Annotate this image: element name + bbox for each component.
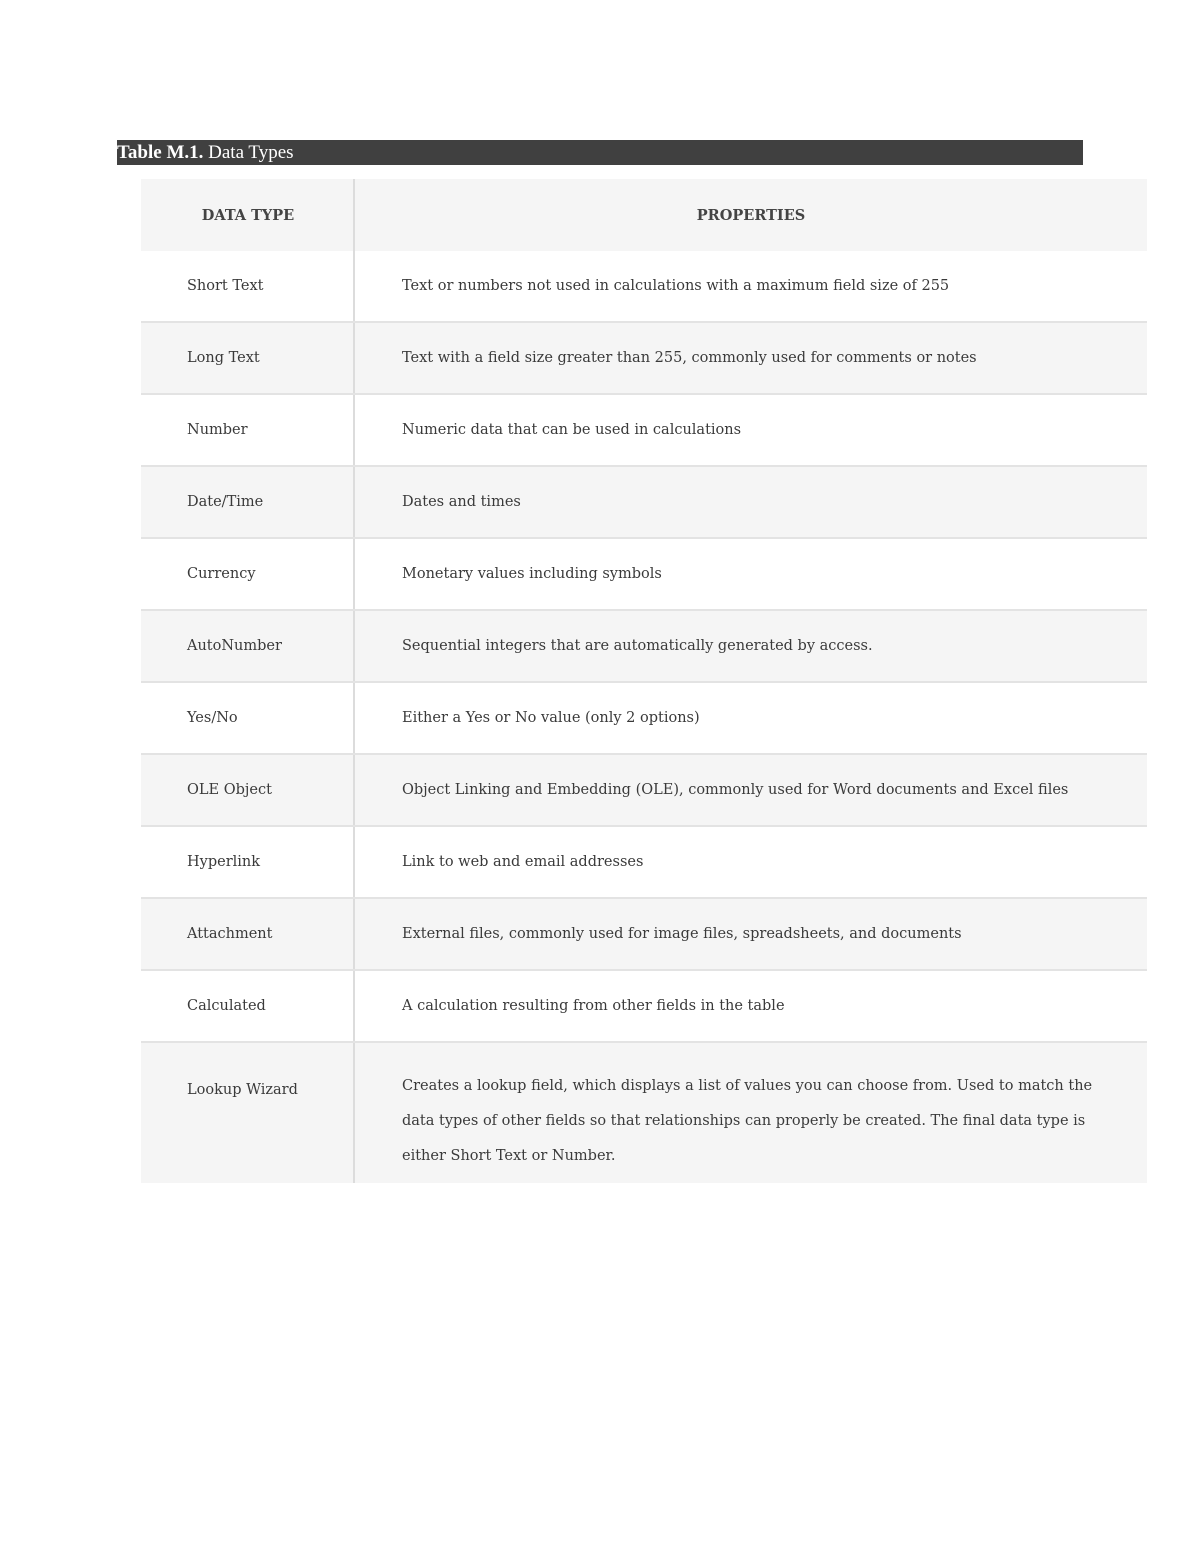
data-types-table bbox=[141, 179, 1147, 1183]
table-row bbox=[141, 538, 1147, 610]
table-row bbox=[141, 394, 1147, 466]
data-type-cell: Attachment bbox=[141, 898, 354, 970]
data-type-cell: AutoNumber bbox=[141, 610, 354, 682]
properties-cell: Text or numbers not used in calculations with a maximum field size of 255 bbox=[354, 251, 1147, 322]
caption-title: Data Types bbox=[208, 142, 294, 163]
properties-cell: A calculation resulting from other fields in the table bbox=[354, 970, 1147, 1042]
table-row bbox=[141, 610, 1147, 682]
properties-cell: Dates and times bbox=[354, 466, 1147, 538]
table-row bbox=[141, 1042, 1147, 1183]
data-type-cell: OLE Object bbox=[141, 754, 354, 826]
data-type-cell: Number bbox=[141, 394, 354, 466]
caption-label: Table M.1. bbox=[117, 142, 204, 163]
table-caption bbox=[117, 140, 1083, 165]
properties-cell: Either a Yes or No value (only 2 options) bbox=[354, 682, 1147, 754]
properties-cell: Numeric data that can be used in calculations bbox=[354, 394, 1147, 466]
data-type-cell: Short Text bbox=[141, 251, 354, 322]
data-type-cell: Calculated bbox=[141, 970, 354, 1042]
table-row bbox=[141, 970, 1147, 1042]
table-row bbox=[141, 466, 1147, 538]
data-type-cell: Long Text bbox=[141, 322, 354, 394]
properties-cell: External files, commonly used for image files, spreadsheets, and documents bbox=[354, 898, 1147, 970]
properties-cell: Text with a field size greater than 255, commonly used for comments or notes bbox=[354, 322, 1147, 394]
table-header-row bbox=[141, 179, 1147, 251]
properties-cell: Object Linking and Embedding (OLE), commonly used for Word documents and Excel files bbox=[354, 754, 1147, 826]
data-type-cell: Lookup Wizard bbox=[141, 1042, 354, 1183]
table-row bbox=[141, 826, 1147, 898]
properties-cell: Link to web and email addresses bbox=[354, 826, 1147, 898]
table-row bbox=[141, 898, 1147, 970]
table-row bbox=[141, 251, 1147, 322]
properties-cell: Creates a lookup field, which displays a list of values you can choose from. Used to match the data types of other fields so that relationships can properly be created. The final data type is either Short Text or Number. bbox=[354, 1042, 1147, 1183]
header-data-type: DATA TYPE bbox=[141, 179, 354, 251]
table-row bbox=[141, 682, 1147, 754]
data-type-cell: Date/Time bbox=[141, 466, 354, 538]
table-row bbox=[141, 754, 1147, 826]
data-type-cell: Hyperlink bbox=[141, 826, 354, 898]
data-type-cell: Currency bbox=[141, 538, 354, 610]
data-type-cell: Yes/No bbox=[141, 682, 354, 754]
properties-cell: Sequential integers that are automatically generated by access. bbox=[354, 610, 1147, 682]
table-row bbox=[141, 322, 1147, 394]
properties-cell: Monetary values including symbols bbox=[354, 538, 1147, 610]
header-properties: PROPERTIES bbox=[354, 179, 1147, 251]
